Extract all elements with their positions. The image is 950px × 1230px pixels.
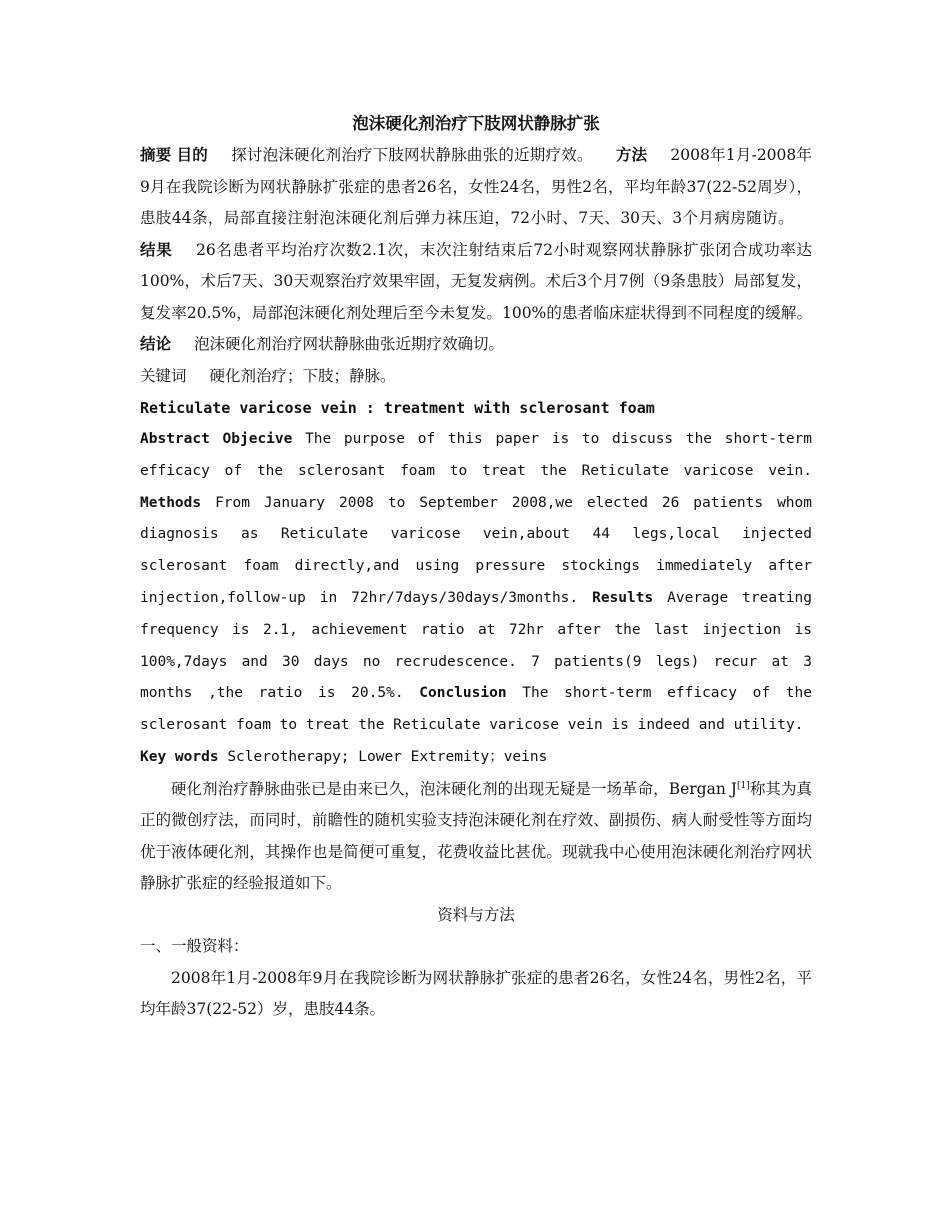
keywords-label: 关键词 [140,366,187,385]
en-keywords-text: Sclerotherapy; Lower Extremity；veins [227,748,548,765]
methods-label: 方法 [615,146,648,164]
english-abstract [140,424,812,742]
paper-page [140,108,812,1026]
chinese-keywords [140,361,812,393]
methods-text: 2008年1月-2008年9月在我院诊断为网状静脉扩张症的患者26名，女性24名，男性2名，平均年龄37(22-52周岁），患肢44条，局部直接注射泡沫硬化剂后弹力袜压迫，72小时、7天、30天、3个月病房随访。 [140,146,812,227]
results-label: 结果 [140,240,173,259]
en-objective-label: Objecive [222,431,293,447]
en-objective-text: The purpose of this paper is to discuss the short-term efficacy of the sclerosant foam to treat the Reticulate varicose vein. [140,431,813,479]
general-info-paragraph: 2008年1月-2008年9月在我院诊断为网状静脉扩张症的患者26名，女性24名，男性2名，平均年龄37(22-52）岁，患肢44条。 [140,968,812,1019]
conclusion-label: 结论 [140,335,172,353]
en-keywords-label: Key words [140,748,219,765]
objective-text: 探讨泡沫硬化剂治疗下肢网状静脉曲张的近期疗效。 [231,146,593,164]
en-methods-text: From January 2008 to September 2008,we elected 26 patients whom diagnosis as Reticulate varicose vein,about 44 legs,local injected sclerosant foam directly,and using pressure stockings immediately after injection,follow-up in 72hr/7days/30days/3months. [140,494,812,606]
chinese-abstract [140,140,812,361]
en-methods-label: Methods [140,494,202,511]
results-text: 26名患者平均治疗次数2.1次，末次注射结束后72小时观察网状静脉扩张闭合成功率达100%，术后7天、30天观察治疗效果牢固，无复发病例。术后3个月7例（9条患肢）局部复发，复发率20.5%，局部泡沫硬化剂处理后至今未复发。100%的患者临床症状得到不同程度的缓解。 [140,240,812,322]
en-conclusion-text: The short-term efficacy of the sclerosant foam to treat the Reticulate varicose vein is indeed and utility. [140,685,813,734]
english-keywords [140,742,812,774]
intro-text-1: 硬化剂治疗静脉曲张已是由来已久，泡沫硬化剂的出现无疑是一场革命，Bergan J [171,779,738,798]
paper-title: 泡沫硬化剂治疗下肢网状静脉扩张 [352,114,600,133]
keywords-text: 硬化剂治疗；下肢；静脉。 [209,366,396,385]
citation-ref: [1] [737,780,750,791]
abstract-label: 摘要 [140,146,172,164]
conclusion-text: 泡沫硬化剂治疗网状静脉曲张近期疗效确切。 [193,335,504,353]
en-abstract-label: Abstract [140,431,210,447]
en-conclusion-label: Conclusion [419,685,507,702]
subsection-heading: 一、一般资料： [140,937,249,956]
en-results-text: Average treating frequency is 2.1, achievement ratio at 72hr after the last injection is 100%,7days and 30 days no recrudescence. 7 patients(9 legs) recur at 3 months ,the ratio is 20.5%. [140,589,813,702]
objective-label: 目的 [176,146,209,164]
section-heading: 资料与方法 [437,905,515,924]
intro-paragraph [140,774,812,900]
en-results-label: Results [592,589,654,606]
intro-text-2: 称其为真正的微创疗法，而同时，前瞻性的随机实验支持泡沫硬化剂在疗效、副损伤、病人耐受性等方面均优于液体硬化剂，其操作也是简便可重复，花费收益比甚优。现就我中心使用泡沫硬化剂治疗网状静脉扩张症的经验报道如下。 [140,779,812,893]
english-title: Reticulate varicose vein : treatment with sclerosant foam [140,399,655,417]
